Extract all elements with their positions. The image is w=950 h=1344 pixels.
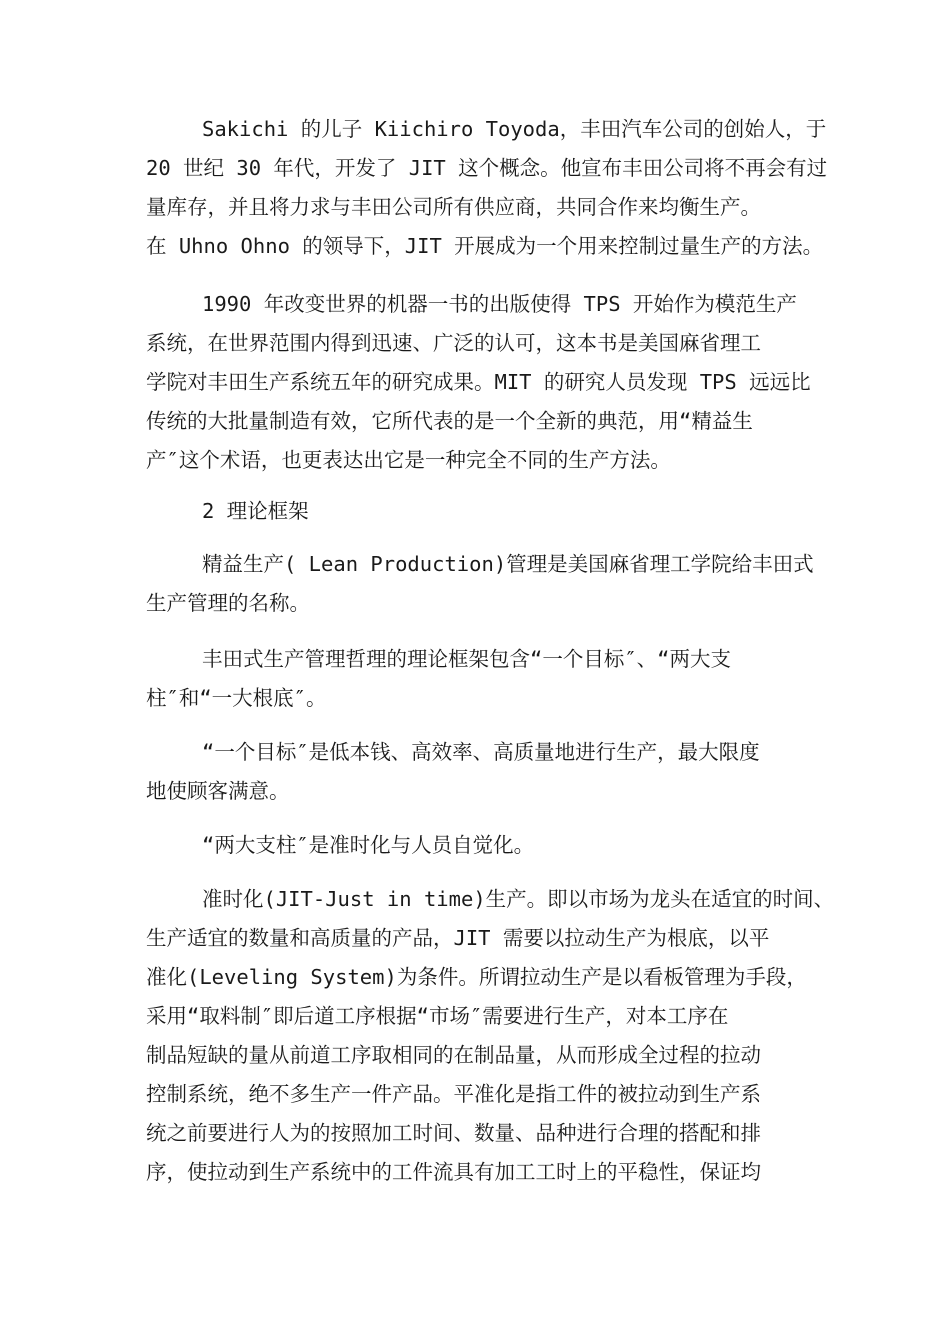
text-line: 在 Uhno Ohno 的领导下，JIT 开展成为一个用来控制过量生产的方法。 (146, 234, 824, 258)
text-line: 精益生产( Lean Production)管理是美国麻省理工学院给丰田式 (202, 552, 814, 576)
paragraph-one-goal (146, 733, 846, 811)
text-line: 系统，在世界范围内得到迅速、广泛的认可，这本书是美国麻省理工 (146, 331, 761, 355)
section-heading-theory-framework (146, 492, 846, 531)
text-line: 准时化(JIT-Just in time)生产。即以市场为龙头在适宜的时间、 (202, 887, 835, 911)
text-line: Sakichi 的儿子 Kiichiro Toyoda，丰田汽车公司的创始人，于 (202, 117, 827, 141)
paragraph-framework-components (146, 640, 846, 718)
paragraph-toyoda-jit-origin (146, 110, 846, 266)
text-line: 生产管理的名称。 (146, 591, 310, 615)
text-line: “两大支柱″是准时化与人员自觉化。 (202, 833, 535, 857)
text-line: 准化(Leveling System)为条件。所谓拉动生产是以看板管理为手段， (146, 965, 807, 989)
text-line: 20 世纪 30 年代，开发了 JIT 这个概念。他宣布丰田公司将不再会有过 (146, 156, 828, 180)
text-line: 制品短缺的量从前道工序取相同的在制品量，从而形成全过程的拉动 (146, 1043, 761, 1067)
text-line: “一个目标″是低本钱、高效率、高质量地进行生产，最大限度 (202, 740, 760, 764)
section-heading: 2 理论框架 (202, 499, 309, 523)
text-line: 产″这个术语，也更表达出它是一种完全不同的生产方法。 (146, 448, 671, 472)
text-line: 统之前要进行人为的按照加工时间、数量、品种进行合理的搭配和排 (146, 1121, 761, 1145)
paragraph-two-pillars (146, 826, 846, 865)
text-line: 柱″和“一大根底″。 (146, 686, 327, 710)
paragraph-tps-recognition (146, 285, 846, 480)
text-line: 传统的大批量制造有效，它所代表的是一个全新的典范，用“精益生 (146, 409, 753, 433)
text-line: 1990 年改变世界的机器一书的出版使得 TPS 开始作为模范生产 (202, 292, 797, 316)
text-line: 采用“取料制″即后道工序根据“市场″需要进行生产，对本工序在 (146, 1004, 729, 1028)
text-line: 序，使拉动到生产系统中的工件流具有加工工时上的平稳性，保证均 (146, 1160, 761, 1184)
text-line: 学院对丰田生产系统五年的研究成果。MIT 的研究人员发现 TPS 远远比 (146, 370, 811, 394)
text-line: 量库存，并且将力求与丰田公司所有供应商，共同合作来均衡生产。 (146, 195, 761, 219)
text-line: 控制系统，绝不多生产一件产品。平准化是指工件的被拉动到生产系 (146, 1082, 761, 1106)
text-line: 生产适宜的数量和高质量的产品，JIT 需要以拉动生产为根底，以平 (146, 926, 770, 950)
paragraph-jit-production (146, 880, 846, 1192)
text-line: 丰田式生产管理哲理的理论框架包含“一个目标″、“两大支 (202, 647, 732, 671)
text-line: 地使顾客满意。 (146, 779, 290, 803)
paragraph-lean-production-definition (146, 545, 846, 623)
